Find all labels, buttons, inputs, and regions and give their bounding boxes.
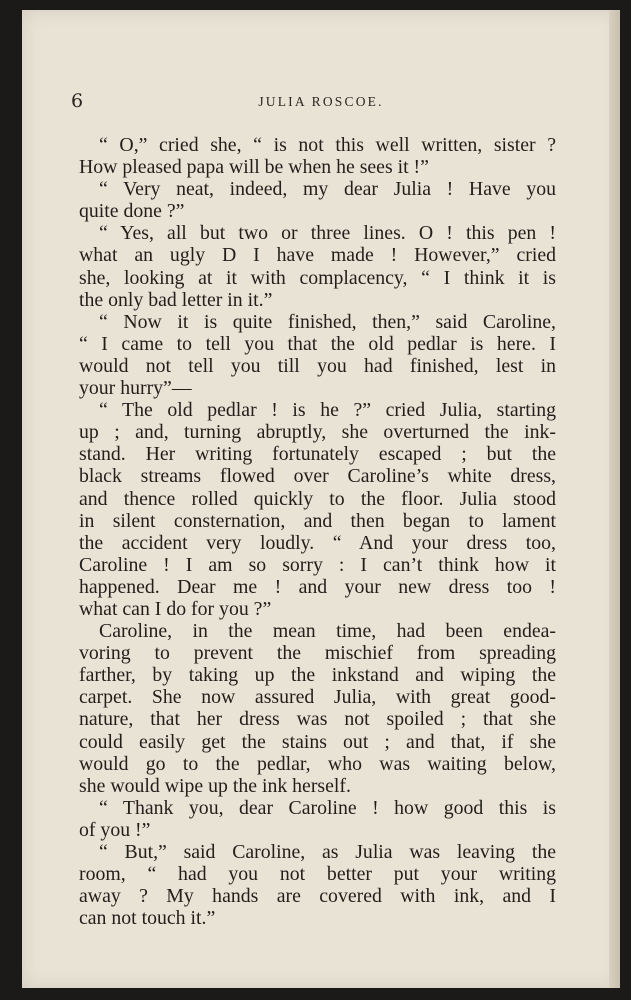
text-line: she would wipe up the ink herself.	[79, 774, 351, 797]
text-line: what an ugly D I have made ! However,” cried	[79, 244, 556, 267]
text-line: can not touch it.”	[79, 907, 216, 930]
text-line: she, looking at it with complacency, “ I think it is	[79, 266, 556, 289]
text-line: Caroline ! I am so sorry : I can’t think how it	[79, 553, 556, 576]
text-line: farther, by taking up the inkstand and wiping the	[79, 664, 556, 687]
text-line: “ O,” cried she, “ is not this well written, sister ?	[99, 134, 556, 156]
text-line: “ But,” said Caroline, as Julia was leaving the	[99, 841, 556, 863]
text-line: what can I do for you ?”	[79, 597, 272, 620]
text-line: could easily get the stains out ; and that, if she	[79, 730, 556, 753]
paper-page	[22, 10, 620, 988]
text-line: happened. Dear me ! and your new dress too !	[79, 575, 556, 598]
text-line: “ Thank you, dear Caroline ! how good this is	[99, 796, 556, 819]
text-line: Caroline, in the mean time, had been endea-	[99, 620, 556, 643]
page-edge	[609, 10, 620, 988]
text-line: carpet. She now assured Julia, with great good-	[79, 686, 556, 709]
text-line: “ Yes, all but two or three lines. O ! this pen !	[99, 222, 556, 245]
text-line: the only bad letter in it.”	[79, 288, 273, 311]
text-line: How pleased papa will be when he sees it !”	[79, 156, 429, 179]
text-line: quite done ?”	[79, 200, 185, 223]
text-line: and thence rolled quickly to the floor. Julia stood	[79, 487, 556, 510]
text-line: your hurry”—	[79, 377, 192, 400]
text-line: “ Very neat, indeed, my dear Julia ! Have you	[99, 178, 556, 201]
page-header	[22, 78, 620, 112]
body-text	[79, 134, 556, 929]
text-line: up ; and, turning abruptly, she overturned the ink-	[79, 421, 556, 444]
text-line: “ Now it is quite finished, then,” said Caroline,	[99, 310, 556, 333]
running-head: JULIA ROSCOE.	[258, 94, 384, 109]
text-line: black streams flowed over Caroline’s white dress,	[79, 465, 556, 488]
page-number: 6	[71, 90, 84, 112]
text-line: room, “ had you not better put your writing	[79, 863, 556, 886]
text-line: stand. Her writing fortunately escaped ; but the	[79, 443, 556, 466]
text-line: voring to prevent the mischief from spreading	[79, 642, 556, 665]
text-line: the accident very loudly. “ And your dress too,	[79, 531, 556, 554]
text-line: nature, that her dress was not spoiled ; that she	[79, 708, 556, 731]
text-line: “ I came to tell you that the old pedlar is here. I	[79, 332, 556, 355]
text-line: of you !”	[79, 818, 151, 841]
text-line: would go to the pedlar, who was waiting below,	[79, 752, 556, 775]
text-line: away ? My hands are covered with ink, and I	[79, 885, 556, 908]
text-line: “ The old pedlar ! is he ?” cried Julia, starting	[99, 399, 556, 422]
text-line: would not tell you till you had finished, lest in	[79, 354, 556, 377]
text-line: in silent consternation, and then began to lament	[79, 509, 556, 532]
